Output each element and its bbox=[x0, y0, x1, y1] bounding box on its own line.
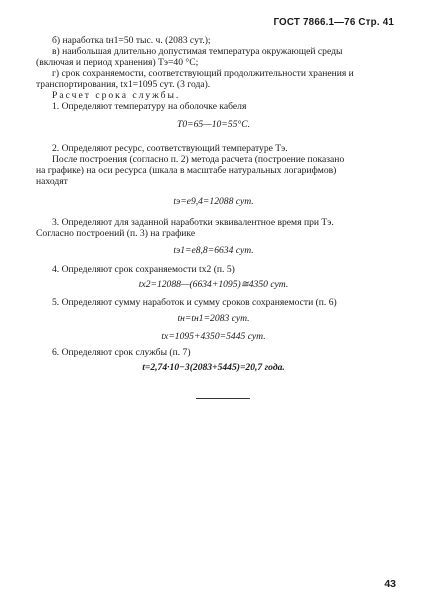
formula: t=2,74·10−3(2083+5445)=20,7 года. bbox=[142, 362, 285, 373]
text-line: (включая и период хранения) Tэ=40 °C; bbox=[36, 57, 199, 68]
text-line: 3. Определяют для заданной наработки эквивалентное время при Tэ. bbox=[52, 217, 334, 228]
text-line: б) наработка tн1=50 тыс. ч. (2083 сут.); bbox=[52, 35, 211, 46]
text-line: После построения (согласно п. 2) метода расчета (построение показано bbox=[52, 154, 345, 165]
text-line: 6. Определяют срок службы (п. 7) bbox=[52, 347, 191, 358]
text-line: в) наибольшая длительно допустимая температура окружающей среды bbox=[52, 46, 343, 57]
formula: tэ1=e8,8=6634 сут. bbox=[173, 245, 254, 256]
text-line: транспортирования, tx1=1095 сут. (3 года). bbox=[36, 79, 211, 90]
text-line: 2. Определяют ресурс, соответствующий температуре Tэ. bbox=[52, 143, 288, 154]
text-line: на графике) на оси ресурса (шкала в масштабе натуральных логарифмов) bbox=[36, 165, 337, 176]
text-line: 4. Определяют срок сохраняемости tx2 (п. 5) bbox=[52, 264, 235, 275]
formula: tx2=12088—(6634+1095)≅4350 сут. bbox=[138, 279, 289, 290]
text-line: Согласно построений (п. 3) на графике bbox=[36, 228, 196, 239]
formula: tэ=e9,4=12088 сут. bbox=[173, 196, 254, 207]
formula: T0=65—10=55°C. bbox=[176, 119, 251, 130]
text-line: г) срок сохраняемости, соответствующий продолжительности хранения и bbox=[52, 68, 354, 79]
page-header: ГОСТ 7866.1—76 Стр. 41 bbox=[273, 17, 394, 28]
text-line: находят bbox=[36, 176, 68, 187]
formula: tx=1095+4350=5445 сут. bbox=[161, 331, 266, 342]
text-line: 1. Определяют температуру на оболочке кабеля bbox=[52, 101, 247, 112]
section-heading: Расчет срока службы. bbox=[52, 90, 181, 101]
text-line: 5. Определяют сумму наработок и сумму сроков сохраняемости (п. 6) bbox=[52, 297, 337, 308]
page-number: 43 bbox=[384, 578, 396, 590]
divider bbox=[196, 398, 250, 399]
formula: tн=tн1=2083 сут. bbox=[177, 313, 250, 324]
